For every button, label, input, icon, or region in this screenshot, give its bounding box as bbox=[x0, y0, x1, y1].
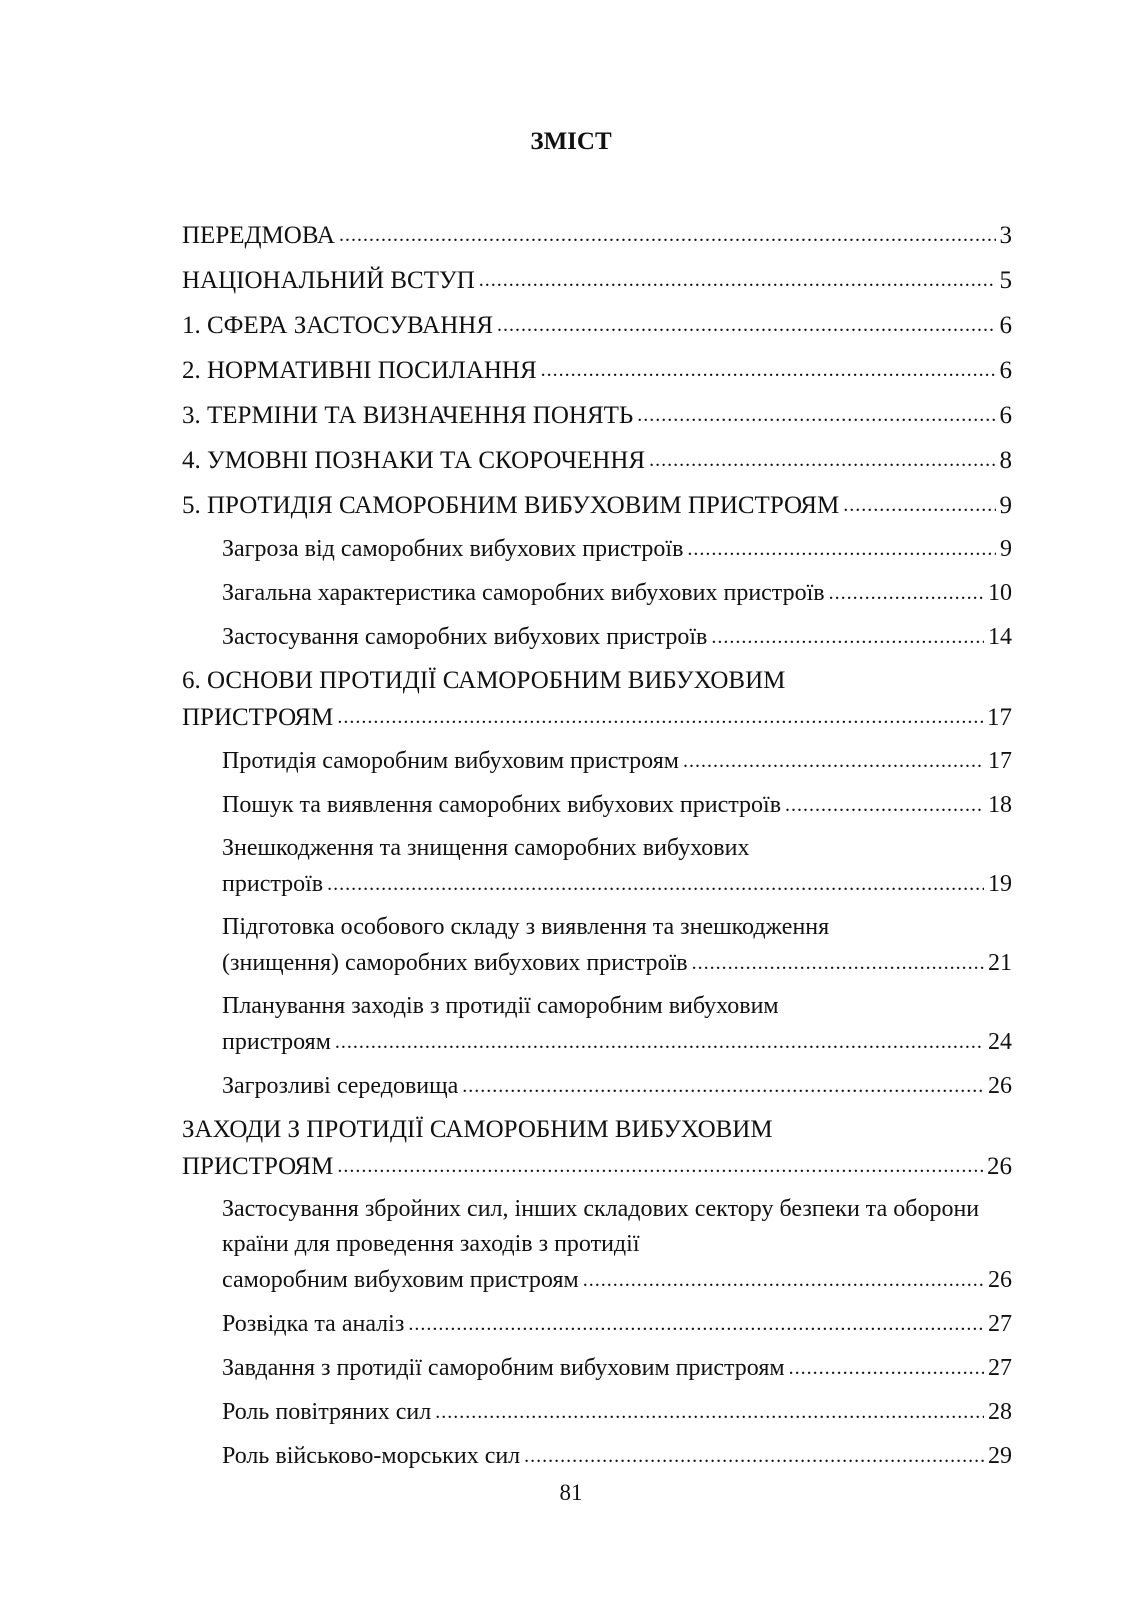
toc-entry[interactable] bbox=[182, 989, 1012, 1060]
toc-entry-page: 6 bbox=[999, 357, 1012, 384]
dot-leader bbox=[583, 1262, 984, 1298]
toc-entry-page: 5 bbox=[999, 267, 1012, 294]
dot-leader bbox=[408, 1306, 984, 1342]
toc-entry[interactable] bbox=[182, 575, 1012, 611]
toc-entry-title: Загальна характеристика саморобних вибухових пристроїв bbox=[222, 580, 825, 606]
dot-leader bbox=[789, 1350, 984, 1386]
toc-entry-page: 27 bbox=[988, 1355, 1012, 1381]
toc-entry[interactable] bbox=[182, 486, 1012, 523]
toc-entry-page: 8 bbox=[999, 447, 1012, 474]
toc-entry[interactable] bbox=[182, 261, 1012, 298]
toc-entry-page: 26 bbox=[988, 1073, 1012, 1099]
toc-entry-title-line: ЗАХОДИ З ПРОТИДІЇ САМОРОБНИМ ВИБУХОВИМ bbox=[182, 1116, 773, 1143]
toc-entry-title: саморобним вибуховим пристроям bbox=[222, 1267, 579, 1293]
toc-entry-title: Завдання з протидії саморобним вибуховим пристроям bbox=[222, 1355, 785, 1381]
toc-entry-title: Пошук та виявлення саморобних вибухових пристроїв bbox=[222, 792, 782, 818]
toc-entry-page: 26 bbox=[987, 1153, 1012, 1180]
toc-entry-title: Розвідка та аналіз bbox=[222, 1311, 405, 1337]
dot-leader bbox=[711, 619, 984, 655]
toc-entry-title: (знищення) саморобних вибухових пристроїв bbox=[222, 950, 688, 976]
toc-title: ЗМІСТ bbox=[530, 128, 612, 155]
toc-entry[interactable] bbox=[182, 1306, 1012, 1342]
dot-leader bbox=[683, 743, 984, 779]
toc-entry-title-line: Підготовка особового складу з виявлення та знешкодження bbox=[222, 914, 830, 940]
toc-entry-title: Застосування саморобних вибухових пристроїв bbox=[222, 624, 708, 650]
toc-entry-title-line: Застосування збройних сил, інших складових сектору безпеки та оборони країни для проведення заходів з протидії bbox=[222, 1196, 980, 1257]
toc-entry-title: 4. УМОВНІ ПОЗНАКИ ТА СКОРОЧЕННЯ bbox=[182, 447, 646, 474]
toc-entry[interactable] bbox=[182, 910, 1012, 981]
dot-leader bbox=[337, 1147, 983, 1184]
toc-entry-page: 18 bbox=[988, 792, 1012, 818]
toc-entry-title: пристроїв bbox=[222, 871, 324, 897]
toc-entry-title: 5. ПРОТИДІЯ САМОРОБНИМ ВИБУХОВИМ ПРИСТРОЯМ bbox=[182, 492, 840, 519]
toc-entry-title: Загрозливі середовища bbox=[222, 1073, 459, 1099]
toc-entry[interactable] bbox=[182, 1350, 1012, 1386]
toc-entry[interactable] bbox=[182, 1394, 1012, 1430]
toc-entry-title: 3. ТЕРМІНИ ТА ВИЗНАЧЕННЯ ПОНЯТЬ bbox=[182, 402, 634, 429]
toc-entry-title: Роль військово-морських сил bbox=[222, 1443, 521, 1469]
toc-entry-title: 2. НОРМАТИВНІ ПОСИЛАННЯ bbox=[182, 357, 537, 384]
toc-entry-title: ПРИСТРОЯМ bbox=[182, 704, 334, 731]
toc-entry[interactable] bbox=[182, 1112, 1012, 1184]
toc-entry[interactable] bbox=[182, 531, 1012, 567]
toc-entry[interactable] bbox=[182, 396, 1012, 433]
toc-entry[interactable] bbox=[182, 1192, 1012, 1298]
dot-leader bbox=[541, 351, 996, 388]
toc-entry-title-line: Планування заходів з протидії саморобним вибуховим bbox=[222, 993, 779, 1019]
toc-entry-page: 27 bbox=[988, 1311, 1012, 1337]
toc-entry-page: 17 bbox=[987, 704, 1012, 731]
dot-leader bbox=[524, 1438, 984, 1474]
dot-leader bbox=[479, 261, 996, 298]
toc-entry[interactable] bbox=[182, 306, 1012, 343]
dot-leader bbox=[435, 1394, 984, 1430]
toc-entry-title-line: Знешкодження та знищення саморобних вибухових bbox=[222, 835, 750, 861]
dot-leader bbox=[337, 698, 983, 735]
toc-entry-page: 9 bbox=[999, 492, 1012, 519]
dot-leader bbox=[649, 441, 995, 478]
dot-leader bbox=[785, 787, 984, 823]
toc-entry[interactable] bbox=[182, 351, 1012, 388]
toc-entry[interactable] bbox=[182, 1438, 1012, 1474]
dot-leader bbox=[497, 306, 996, 343]
toc-entry-title: НАЦІОНАЛЬНИЙ ВСТУП bbox=[182, 267, 475, 294]
table-of-contents bbox=[182, 216, 1012, 1482]
dot-leader bbox=[335, 1024, 984, 1060]
toc-entry-title-line: 6. ОСНОВИ ПРОТИДІЇ САМОРОБНИМ ВИБУХОВИМ bbox=[182, 667, 786, 694]
toc-entry-page: 6 bbox=[999, 402, 1012, 429]
toc-entry-title: Роль повітряних сил bbox=[222, 1399, 432, 1425]
toc-entry-page: 17 bbox=[988, 748, 1012, 774]
dot-leader bbox=[339, 216, 996, 253]
toc-entry-page: 3 bbox=[999, 222, 1012, 249]
toc-entry-title: пристроям bbox=[222, 1029, 331, 1055]
dot-leader bbox=[327, 866, 984, 902]
toc-entry-title: ПЕРЕДМОВА bbox=[182, 222, 335, 249]
toc-entry[interactable] bbox=[182, 441, 1012, 478]
dot-leader bbox=[637, 396, 995, 433]
page-number: 81 bbox=[559, 1480, 583, 1505]
toc-entry-page: 24 bbox=[988, 1029, 1012, 1055]
toc-entry[interactable] bbox=[182, 216, 1012, 253]
toc-entry[interactable] bbox=[182, 787, 1012, 823]
dot-leader bbox=[692, 945, 984, 981]
toc-entry-title: Загроза від саморобних вибухових пристроїв bbox=[222, 536, 684, 562]
dot-leader bbox=[462, 1068, 984, 1104]
toc-entry-title: Протидія саморобним вибуховим пристроям bbox=[222, 748, 679, 774]
toc-entry-page: 28 bbox=[988, 1399, 1012, 1425]
toc-entry-page: 6 bbox=[999, 312, 1012, 339]
toc-entry-page: 26 bbox=[988, 1267, 1012, 1293]
toc-entry[interactable] bbox=[182, 1068, 1012, 1104]
dot-leader bbox=[843, 486, 995, 523]
toc-entry-page: 19 bbox=[988, 871, 1012, 897]
toc-entry-page: 10 bbox=[988, 580, 1012, 606]
toc-entry-page: 14 bbox=[988, 624, 1012, 650]
dot-leader bbox=[687, 531, 996, 567]
dot-leader bbox=[829, 575, 984, 611]
toc-entry[interactable] bbox=[182, 831, 1012, 902]
toc-entry-title: 1. СФЕРА ЗАСТОСУВАННЯ bbox=[182, 312, 493, 339]
toc-entry[interactable] bbox=[182, 619, 1012, 655]
toc-entry-title: ПРИСТРОЯМ bbox=[182, 1153, 334, 1180]
toc-entry-page: 21 bbox=[988, 950, 1012, 976]
toc-entry-page: 29 bbox=[988, 1443, 1012, 1469]
toc-entry-page: 9 bbox=[1000, 536, 1012, 562]
toc-entry[interactable] bbox=[182, 663, 1012, 735]
toc-entry[interactable] bbox=[182, 743, 1012, 779]
